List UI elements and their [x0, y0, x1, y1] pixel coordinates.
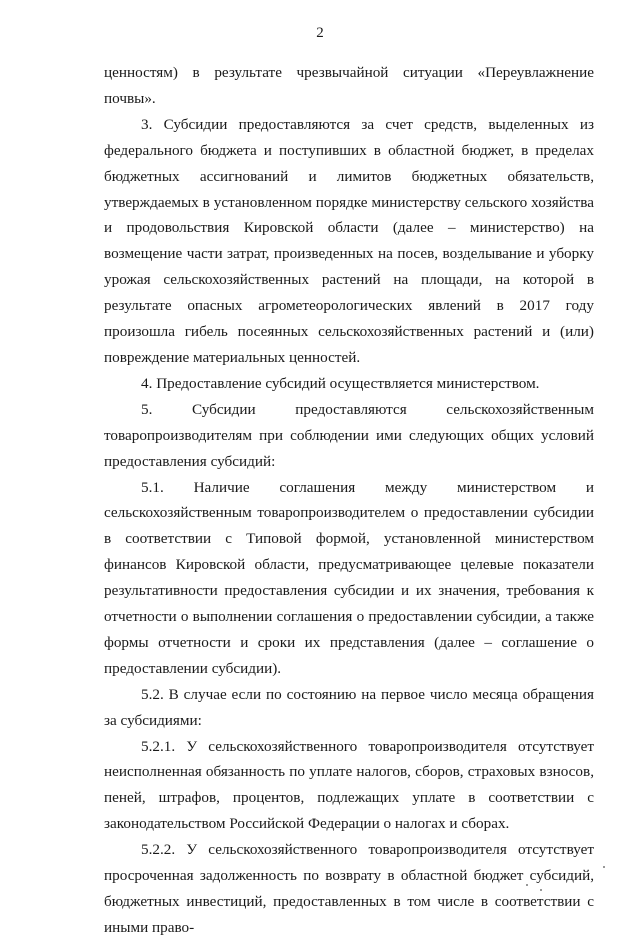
scan-speck: [526, 884, 528, 886]
paragraph-5-2-case: 5.2. В случае если по состоянию на первое число месяца обращения за субсидиями:: [104, 685, 594, 729]
paragraph-3-subsidy-funding: 3. Субсидии предоставляются за счет средств, выделенных из федерального бюджета и поступивших в областной бюджет, в пределах бюджетных ассигнований и лимитов бюджетных обязательств, утверждаемых в установленном порядке министерству сельского хозяйства и продовольствия Кировской области (далее – министерство) на возмещение части затрат, произведенных на посев, возделывание и уборку урожая сельскохозяйственных растений на площади, на которой в результате опасных агрометеорологических явлений в 2017 году произошла гибель посеянных сельскохозяйственных растений и (или) повреждение материальных ценностей.: [104, 115, 594, 366]
scan-speck: [603, 866, 605, 868]
paragraph-continuation: ценностям) в результате чрезвычайной ситуации «Переувлажнение почвы».: [104, 64, 594, 107]
scan-speck: [540, 889, 542, 891]
paragraph-5-conditions: 5. Субсидии предоставляются сельскохозяйственным товаропроизводителям при соблюдении ими следующих общих условий предоставления субсидий:: [104, 400, 594, 470]
page-number: 2: [316, 25, 324, 41]
paragraph-5-2-1-taxes: 5.2.1. У сельскохозяйственного товаропроизводителя отсутствует неисполненная обязанность по уплате налогов, сборов, страховых взносов, пеней, штрафов, процентов, подлежащих уплате в соответствии с законодательством Российской Федерации о налогах и сборах.: [104, 737, 594, 833]
paragraph-5-1-agreement: 5.1. Наличие соглашения между министерством и сельскохозяйственным товаропроизводителем о предоставлении субсидии в соответствии с Типовой формой, установленной министерством финансов Кировской области, предусматривающее целевые показатели результативности предоставления субсидии и их значения, требования к отчетности о выполнении соглашения о предоставлении субсидии, а также формы отчетности и сроки их представления (далее – соглашение о предоставлении субсидии).: [104, 478, 594, 677]
paragraph-4-ministry: 4. Предоставление субсидий осуществляется министерством.: [141, 374, 540, 392]
document-body: [104, 60, 594, 941]
paragraph-5-2-2-debt: 5.2.2. У сельскохозяйственного товаропроизводителя отсутствует просроченная задолженность по возврату в областной бюджет субсидий, бюджетных инвестиций, предоставленных в том числе в соответствии с иными право-: [104, 841, 594, 936]
